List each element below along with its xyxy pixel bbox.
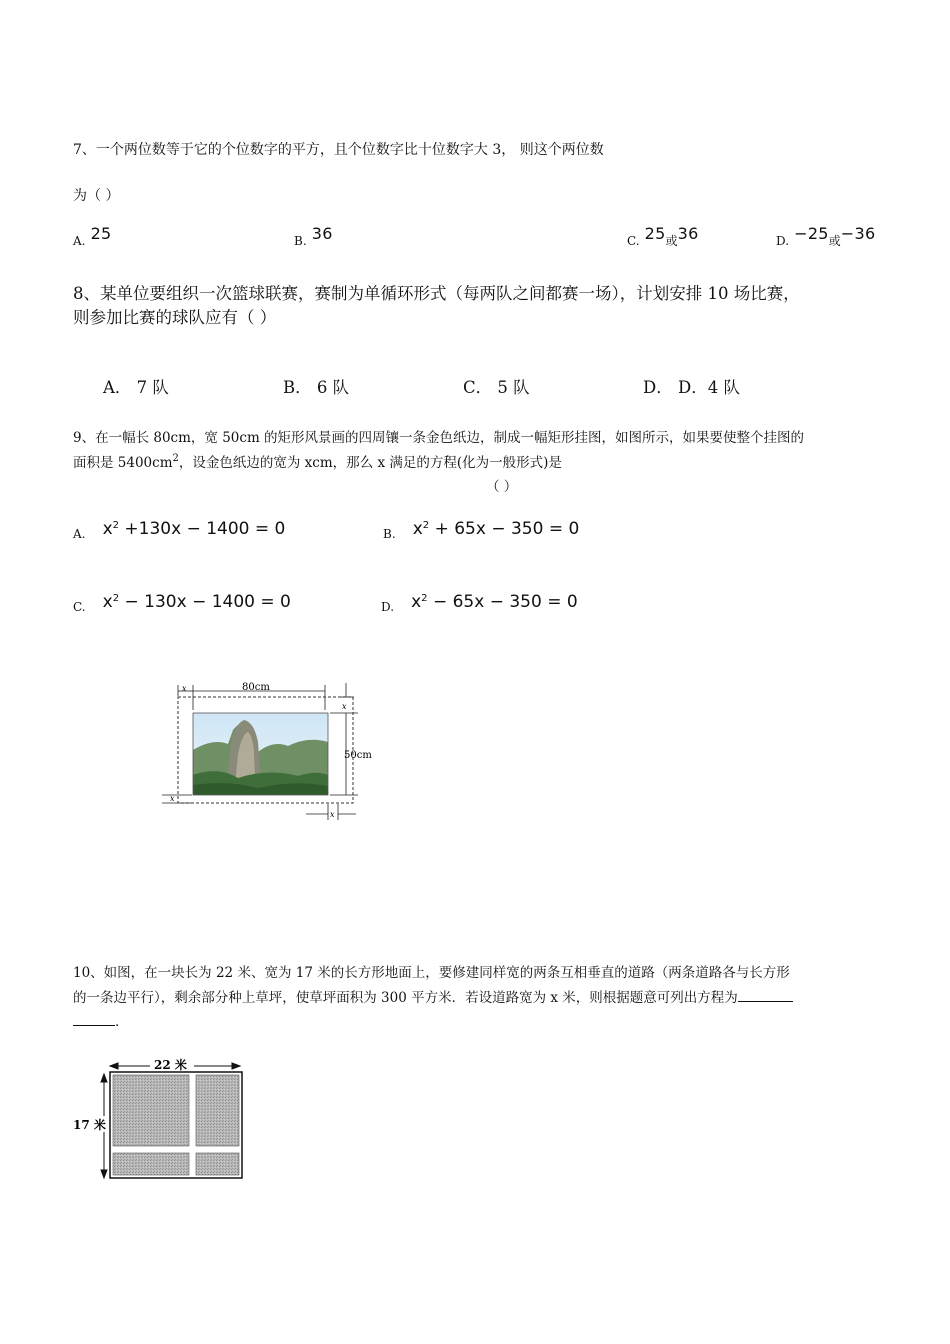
bottom-right-x-label: x [330,810,335,819]
grass-plot-top-left [113,1075,189,1146]
grass-plot-bottom-left [113,1153,189,1175]
q7-option-c: C. 25或36 [627,224,699,248]
q9-option-d: D. $x^2 - 65x - 350 = 0$ [381,592,578,614]
q8-option-a: A． 7 队 [103,378,169,397]
q8-option-d: D． D．4 队 [643,378,740,397]
q8-option-b: B． 6 队 [283,378,350,397]
width-label: 80cm [242,682,270,693]
landscape-painting [193,713,328,795]
q7-stem-line1: 7、一个两位数等于它的个位数字的平方，且个位数字比十位数字大 3， 则这个两位数 [73,142,604,158]
q10-stem-line1: 10、如图，在一块长为 22 米、宽为 17 米的长方形地面上，要修建同样宽的两条互相垂直的道路（两条道路各与长方形 [73,965,790,981]
bottom-left-dimension [162,795,192,803]
height-label: 17 米 [73,1118,106,1132]
q9-option-a: A. $x^2 +130x - 1400 = 0$ [73,519,286,541]
right-x-label: x [342,702,347,711]
grass-plot-top-right [196,1075,239,1146]
q9-answer-bracket: （ ） [486,479,518,495]
q8-option-c: C． 5 队 [463,378,530,397]
bottom-left-x-label: x [170,794,175,803]
q10-answer-blank-2[interactable] [73,1013,115,1026]
q7-option-a: A. 25 [73,224,112,248]
q10-stem-line2: 的一条边平行），剩余部分种上草坪，使草坪面积为 300 平方米．若设道路宽为 x 米，则根据题意可列出方程为 [73,986,793,1006]
q10-stem-line3: ． [73,1010,129,1030]
q9-figure [158,680,388,830]
q9-option-c: C. $x^2 - 130x - 1400 = 0$ [73,592,291,614]
q9-option-b: B. $x^2 + 65x - 350 = 0$ [383,519,580,541]
q10-answer-blank-1[interactable] [738,989,793,1002]
q10-figure [72,1052,252,1184]
q7-stem-line2: 为（ ） [73,188,120,204]
q9-stem-line1: 9、在一幅长 80cm，宽 50cm 的矩形风景画的四周镶一条金色纸边，制成一幅矩形挂图，如图所示，如果要使整个挂图的 [73,430,805,446]
q7-option-b: B. 36 [294,224,333,248]
grass-plot-bottom-right [196,1153,239,1175]
height-label: 50cm [344,750,372,761]
width-label: 22 米 [154,1058,187,1072]
q9-stem-line2: 面积是 $5400cm^2$，设金色纸边的宽为 xcm，那么 x 满足的方程(化为一般形式)是 [73,453,562,471]
right-dimension-lines [330,683,358,795]
q8-stem-line1: 8、某单位要组织一次篮球联赛，赛制为单循环形式（每两队之间都赛一场），计划安排 10 场比赛， [73,284,800,303]
q7-option-d: D. −25或−36 [776,224,876,248]
top-x-label: x [182,684,187,693]
q8-stem-line2: 则参加比赛的球队应有（ ） [73,308,277,327]
